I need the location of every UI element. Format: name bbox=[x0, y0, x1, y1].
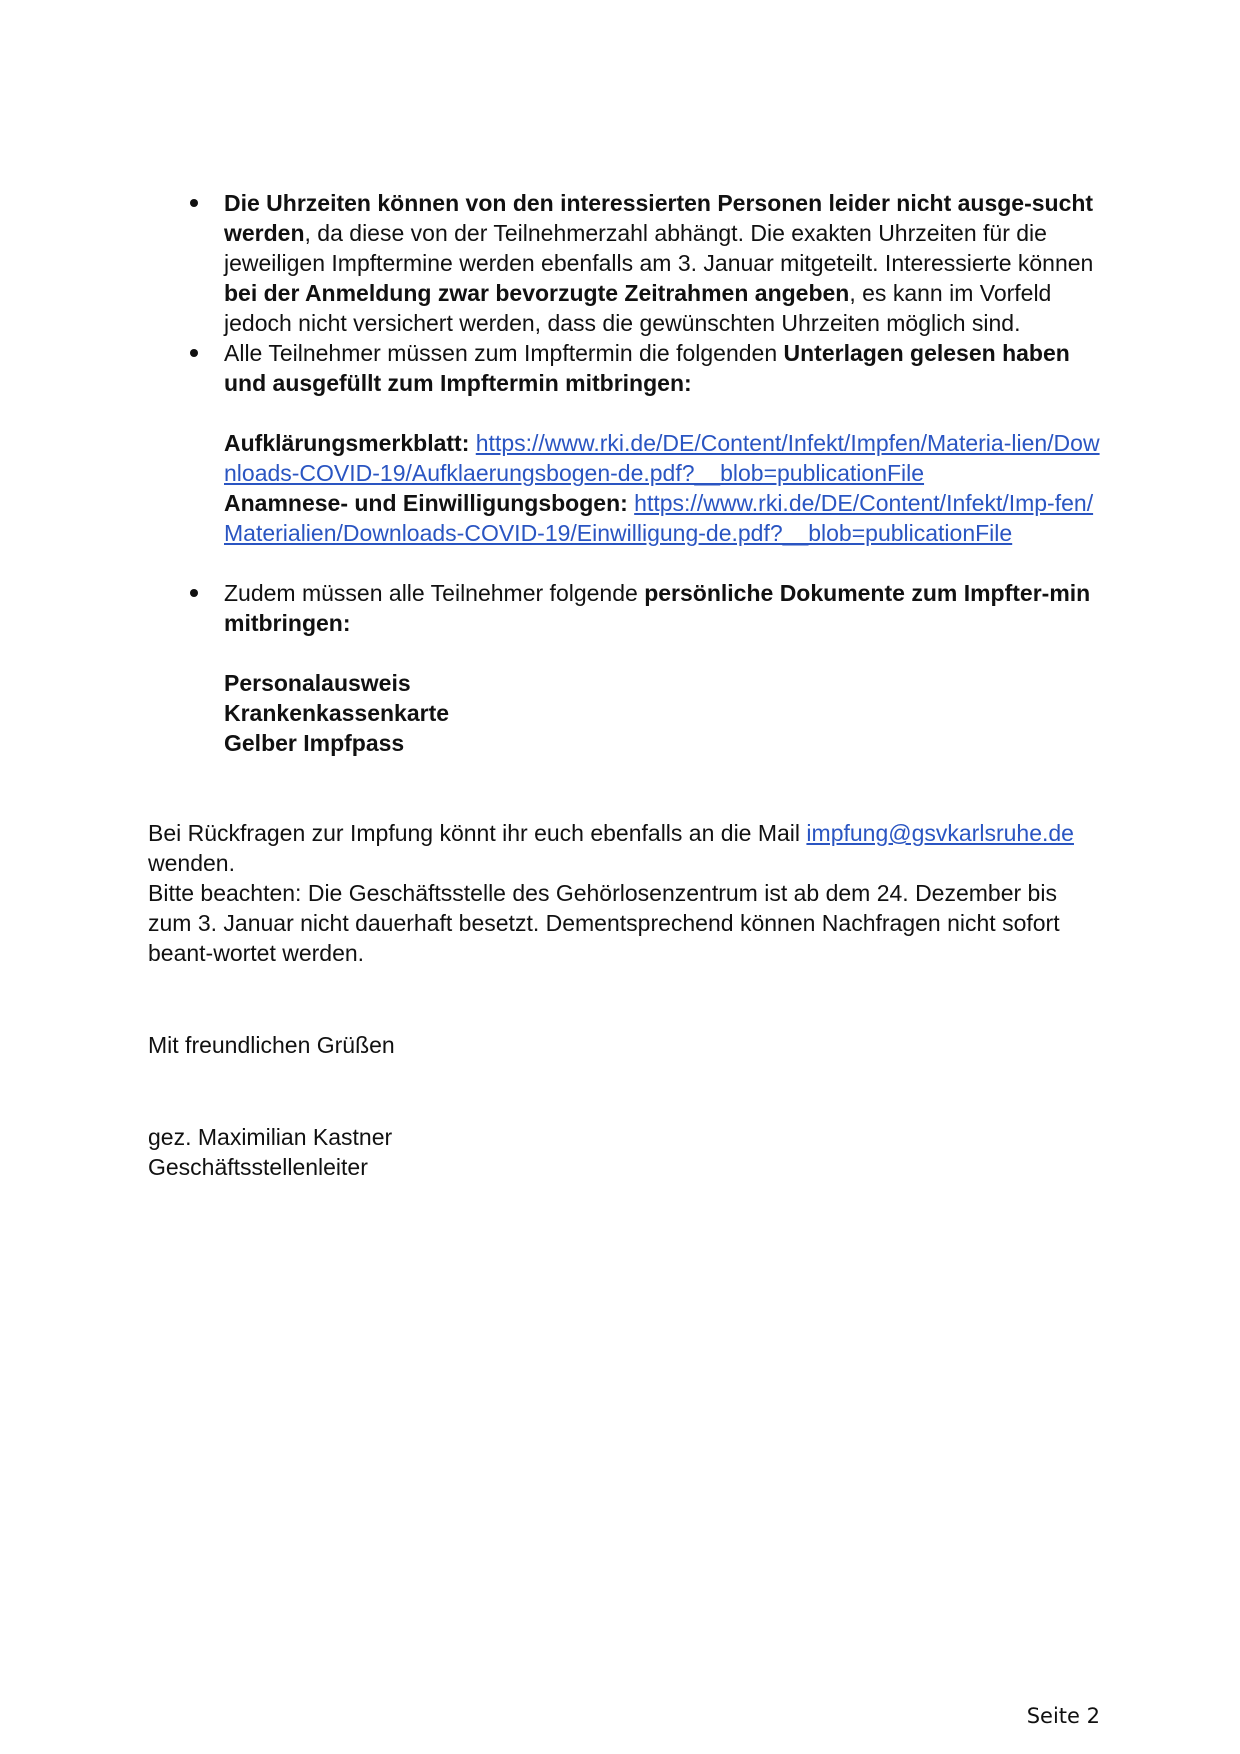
required-document: Personalausweis bbox=[224, 670, 411, 696]
body-text: , da diese von der Teilnehmerzahl abhängt. Die exakten Uhrzeiten für die jeweiligen Impftermine werden ebenfalls am 3. Januar mitgeteilt. Interessierte können bbox=[224, 220, 1094, 276]
office-notice: Bitte beachten: Die Geschäftsstelle des Gehörlosenzentrum ist ab dem 24. Dezember bis zum 3. Januar nicht dauerhaft besetzt. Dementsprechend können Nachfragen nicht sofort beant-wortet werden. bbox=[148, 880, 1060, 966]
body-text: , es kann im Vorfeld jedoch nicht versichert werden, dass die gewünschten Uhrzeiten möglich sind. bbox=[224, 280, 1052, 336]
document-label: Aufklärungsmerkblatt: bbox=[224, 430, 470, 456]
emphasis-text: persönliche Dokumente zum Impfter-min mitbringen: bbox=[224, 580, 1091, 636]
emphasis-text: Unterlagen gelesen haben und ausgefüllt zum Impftermin mitbringen: bbox=[224, 340, 1070, 396]
signature-role: Geschäftsstellenleiter bbox=[148, 1154, 368, 1180]
document-link-block bbox=[224, 428, 1100, 488]
bullet-icon bbox=[190, 589, 198, 597]
bullet-icon bbox=[190, 199, 198, 207]
body-text: Alle Teilnehmer müssen zum Impftermin die folgenden bbox=[224, 340, 784, 366]
emphasis-text: Die Uhrzeiten können von den interessierten Personen leider nicht ausge-sucht werden bbox=[224, 190, 1094, 246]
body-text: Bei Rückfragen zur Impfung könnt ihr euch ebenfalls an die Mail bbox=[148, 820, 807, 846]
contact-paragraph bbox=[148, 818, 1100, 968]
document-link-consent-form[interactable]: https://www.rki.de/DE/Content/Infekt/Imp-fen/Materialien/Downloads-COVID-19/Einwilligung-de.pdf?__blob=publicationFile bbox=[224, 490, 1094, 546]
body-text: wenden. bbox=[148, 850, 235, 876]
bullet-icon bbox=[190, 349, 198, 357]
document-link-block bbox=[224, 488, 1100, 548]
greeting: Mit freundlichen Grüßen bbox=[148, 1032, 395, 1058]
page-number: Seite 2 bbox=[1026, 1704, 1100, 1728]
list-item-time-slots bbox=[148, 188, 1100, 338]
required-document: Gelber Impfpass bbox=[224, 730, 405, 756]
list-item-personal-documents bbox=[148, 578, 1100, 758]
required-document: Krankenkassenkarte bbox=[224, 700, 450, 726]
instruction-list bbox=[148, 188, 1100, 758]
letter-body bbox=[148, 188, 1100, 1182]
signature-name: gez. Maximilian Kastner bbox=[148, 1124, 393, 1150]
emphasis-text: bei der Anmeldung zwar bevorzugte Zeitrahmen angeben bbox=[224, 280, 850, 306]
list-item-documents bbox=[148, 338, 1100, 578]
body-text: Zudem müssen alle Teilnehmer folgende bbox=[224, 580, 645, 606]
email-link[interactable]: impfung@gsvkarlsruhe.de bbox=[806, 820, 1074, 846]
signature-block bbox=[148, 1122, 1100, 1182]
document-label: Anamnese- und Einwilligungsbogen: bbox=[224, 490, 628, 516]
document-link-info-sheet[interactable]: https://www.rki.de/DE/Content/Infekt/Impfen/Materia-lien/Downloads-COVID-19/Aufklaerungsbogen-de.pdf?__blob=publicationFile bbox=[224, 430, 1100, 486]
